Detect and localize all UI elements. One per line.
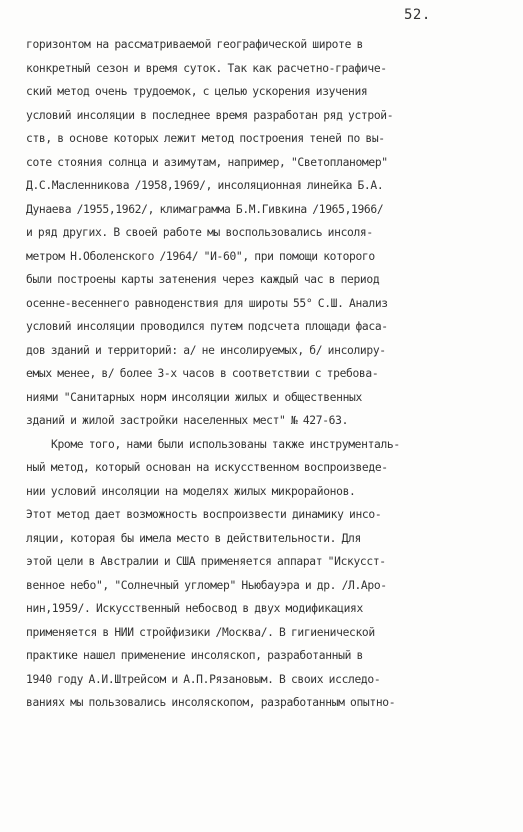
text-line: горизонтом на рассматриваемой географической широте в (26, 38, 363, 51)
text-line: и ряд других. В своей работе мы воспользовались инсоля- (26, 226, 373, 239)
text-line: ств, в основе которых лежит метод построения теней по вы- (26, 132, 385, 145)
text-line: нин,1959/. Искусственный небосвод в двух модификациях (26, 602, 363, 615)
text-line: Дунаева /1955,1962/, климаграмма Б.М.Гивкина /1965,1966/ (26, 202, 384, 216)
text-line: ский метод очень трудоемок, с целью ускорения изучения (26, 85, 368, 98)
text-line: Этот метод дает возможность воспроизвести динамику инсо- (26, 508, 382, 521)
text-line: были построены карты затенения через каждый час в период (26, 273, 380, 286)
text-line: этой цели в Австралии и США применяется аппарат "Искусст- (26, 555, 386, 568)
text-line: ниями "Санитарных норм инсоляции жилых и общественных (26, 390, 362, 404)
text-line: условий инсоляции проводился путем подсчета площади фаса- (26, 320, 388, 333)
text-line: зданий и жилой застройки населенных мест" № 427-63. (26, 414, 349, 427)
text-line: ваниях мы пользовались инсоляскопом, разработанным опытно- (26, 696, 396, 709)
text-line: соте стояния солнца и азимутам, например, "Светопланомер" (26, 155, 388, 169)
text-line: метром Н.Оболенского /1964/ "И-60", при помощи которого (26, 249, 375, 263)
text-line: применяется в НИИ стройфизики /Москва/. В гигиенической (26, 625, 375, 639)
paragraph-first-line: Кроме того, нами были использованы также инструменталь- (51, 437, 400, 451)
text-line: конкретный сезон и время суток. Так как расчетно-графиче- (26, 61, 387, 75)
body-text (26, 33, 496, 715)
text-line: осенне-весеннего равноденствия для широты 55° С.Ш. Анализ (26, 296, 388, 310)
page-number: 52. (404, 7, 431, 23)
text-line: условий инсоляции в последнее время разработан ряд устрой- (26, 108, 394, 122)
text-line: ляции, которая бы имела место в действительности. Для (26, 531, 361, 545)
text-line: нии условий инсоляции на моделях жилых микрорайонов. (26, 484, 356, 498)
text-line: венное небо", "Солнечный угломер" Ньюбауэра и др. /Л.Аро- (26, 578, 387, 592)
text-line: практике нашел применение инсоляскоп, разработанный в (26, 649, 363, 662)
text-line: дов зданий и территорий: а/ не инсолируемых, б/ инсолиру- (26, 343, 386, 357)
text-line: ный метод, который основан на искусственном воспроизведе- (26, 461, 388, 474)
text-line: 1940 году А.И.Штрейсом и А.П.Рязановым. В своих исследо- (26, 672, 381, 686)
text-line: емых менее, в/ более 3-х часов в соответствии с требова- (26, 367, 379, 380)
text-line: Д.С.Масленникова /1958,1969/, инсоляционная линейка Б.А. (26, 179, 384, 192)
